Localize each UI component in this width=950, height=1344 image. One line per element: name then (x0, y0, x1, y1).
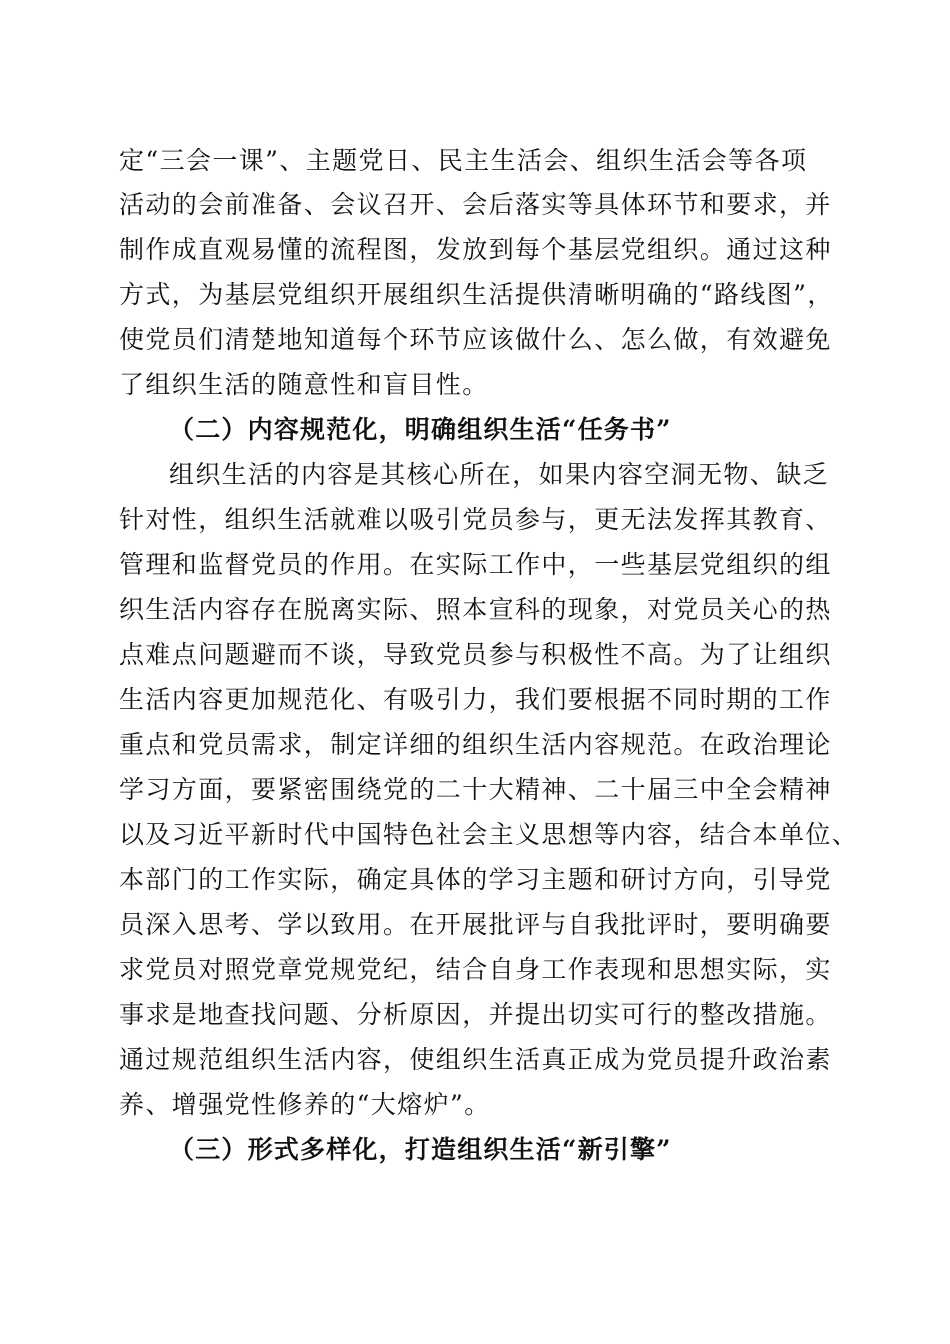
paragraph-line: 生活内容更加规范化、有吸引力，我们要根据不同时期的工作 (119, 685, 832, 714)
paragraph-line: 制作成直观易懂的流程图，发放到每个基层党组织。通过这种 (119, 235, 832, 264)
paragraph-line: 以及习近平新时代中国特色社会主义思想等内容，结合本单位、 (119, 820, 859, 849)
paragraph-line: 方式，为基层党组织开展组织生活提供清晰明确的“路线图”， (119, 280, 834, 309)
paragraph-line: 组织生活的内容是其核心所在，如果内容空洞无物、缺乏 (169, 460, 830, 489)
paragraph-line: 通过规范组织生活内容，使组织生活真正成为党员提升政治素 (119, 1045, 832, 1074)
paragraph-line: 点难点问题避而不谈，导致党员参与积极性不高。为了让组织 (119, 640, 832, 669)
paragraph-line: 员深入思考、学以致用。在开展批评与自我批评时，要明确要 (119, 910, 832, 939)
paragraph-line: 活动的会前准备、会议召开、会后落实等具体环节和要求，并 (119, 190, 832, 219)
paragraph-line: 管理和监督党员的作用。在实际工作中，一些基层党组织的组 (119, 550, 832, 579)
paragraph-line: 织生活内容存在脱离实际、照本宣科的现象，对党员关心的热 (119, 595, 832, 624)
paragraph-line: 学习方面，要紧密围绕党的二十大精神、二十届三中全会精神 (119, 775, 832, 804)
paragraph-line: 本部门的工作实际，确定具体的学习主题和研讨方向，引导党 (119, 865, 832, 894)
paragraph-line: 求党员对照党章党规党纪，结合自身工作表现和思想实际，实 (119, 955, 832, 984)
paragraph-line: 针对性，组织生活就难以吸引党员参与，更无法发挥其教育、 (119, 505, 832, 534)
section-heading: （三）形式多样化，打造组织生活“新引擎” (169, 1135, 672, 1164)
paragraph-line: 重点和党员需求，制定详细的组织生活内容规范。在政治理论 (119, 730, 832, 759)
paragraph-line: 定“三会一课”、主题党日、民主生活会、组织生活会等各项 (119, 146, 808, 175)
paragraph-line: 使党员们清楚地知道每个环节应该做什么、怎么做，有效避免 (119, 325, 832, 354)
paragraph-line: 事求是地查找问题、分析原因，并提出切实可行的整改措施。 (119, 1000, 832, 1029)
section-heading: （二）内容规范化，明确组织生活“任务书” (169, 415, 672, 444)
paragraph-line: 了组织生活的随意性和盲目性。 (119, 370, 489, 399)
paragraph-line: 养、增强党性修养的“大熔炉”。 (119, 1090, 491, 1119)
